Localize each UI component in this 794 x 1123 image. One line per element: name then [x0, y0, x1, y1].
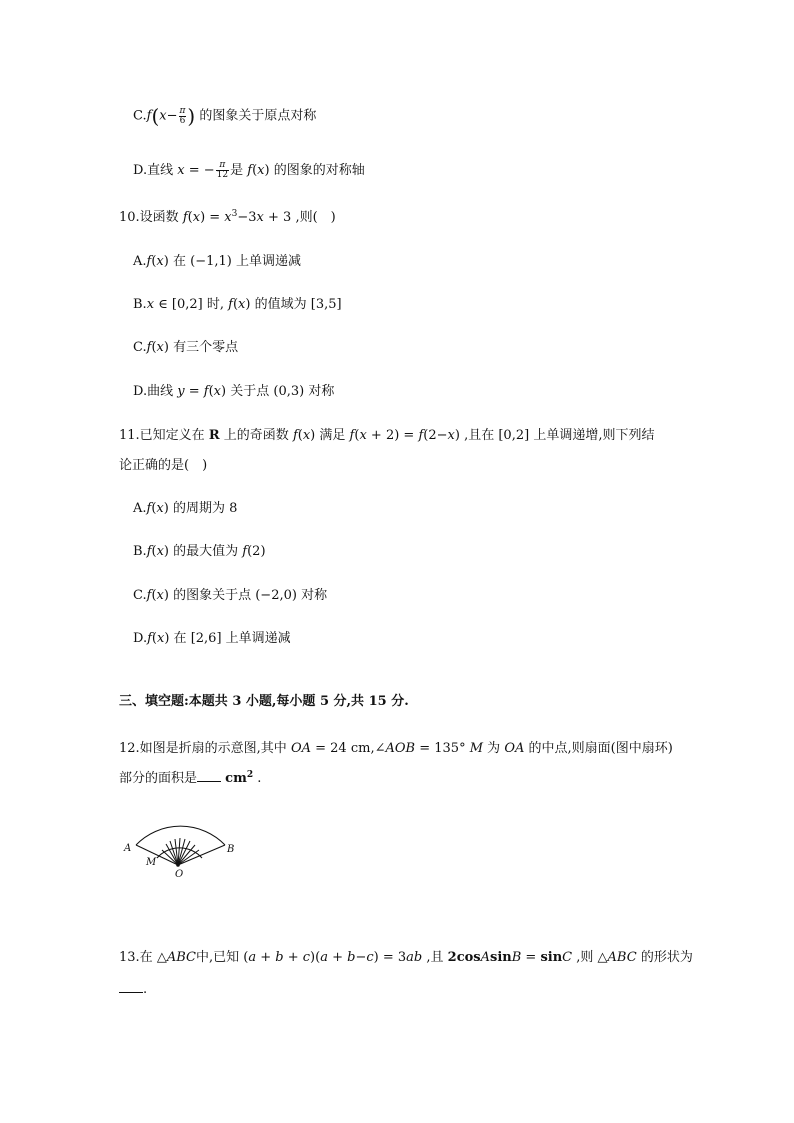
label-b: B — [227, 844, 235, 855]
q12-stem: 12.如图是折扇的示意图,其中 OA = 24 cm,∠AOB = 135° M 为 OA 的中点,则扇面(图中扇环) — [119, 741, 673, 756]
fan-outer-arc — [136, 826, 225, 845]
folding-fan-figure — [120, 808, 240, 880]
q10-option-c: C.f(x) 有三个零点 — [133, 340, 239, 355]
q13-stem-line2: . — [119, 980, 147, 1000]
q12-stem-line2: 部分的面积是 $cm^2$ . — [119, 770, 262, 786]
q10-option-d: D.曲线 y = f(x) 关于点 (0,3) 对称 — [133, 384, 335, 399]
q10-option-b: B.x ∈ [0,2] 时, f(x) 的值域为 [3,5] — [133, 297, 342, 312]
q11-option-c: C.f(x) 的图象关于点 (−2,0) 对称 — [133, 588, 328, 603]
q10-stem: 10.设函数 $f(x) = x^3-3x + 3$ ,则( ) — [119, 209, 336, 225]
q9-option-d: D.直线 x = − $\frac{\pi}{12}$ 是 f(x) 的图象的对称轴 — [133, 160, 365, 180]
q11-option-a: A.f(x) 的周期为 8 — [133, 501, 238, 516]
answer-blank[interactable] — [197, 769, 221, 782]
label-a: A — [124, 843, 132, 854]
q13-stem: 13.在 △ABC中,已知 (a + b + c)(a + b−c) = 3ab ,且 2cosAsinB = sinC ,则 △ABC 的形状为 — [119, 950, 693, 965]
fan-side-oa — [136, 845, 178, 865]
q11-option-d: D.f(x) 在 [2,6] 上单调递减 — [133, 631, 291, 646]
label-o: O — [175, 869, 184, 880]
section-3-heading: 三、填空题:本题共 3 小题,每小题 5 分,共 15 分. — [119, 694, 409, 709]
answer-blank[interactable] — [119, 980, 143, 993]
q9-option-c: C.f(x− $\frac{\pi}{6}$ ) 的图象关于原点对称 — [133, 104, 317, 128]
q11-stem: 11.已知定义在 R 上的奇函数 f(x) 满足 f(x + 2) = f(2−x) ,且在 [0,2] 上单调递增,则下列结 — [119, 428, 655, 443]
q11-option-b: B.f(x) 的最大值为 f(2) — [133, 544, 266, 559]
q10-option-a: A.f(x) 在 (−1,1) 上单调递减 — [133, 254, 302, 269]
label-m: M — [146, 857, 157, 868]
q11-stem-line2: 论正确的是( ) — [119, 458, 208, 473]
